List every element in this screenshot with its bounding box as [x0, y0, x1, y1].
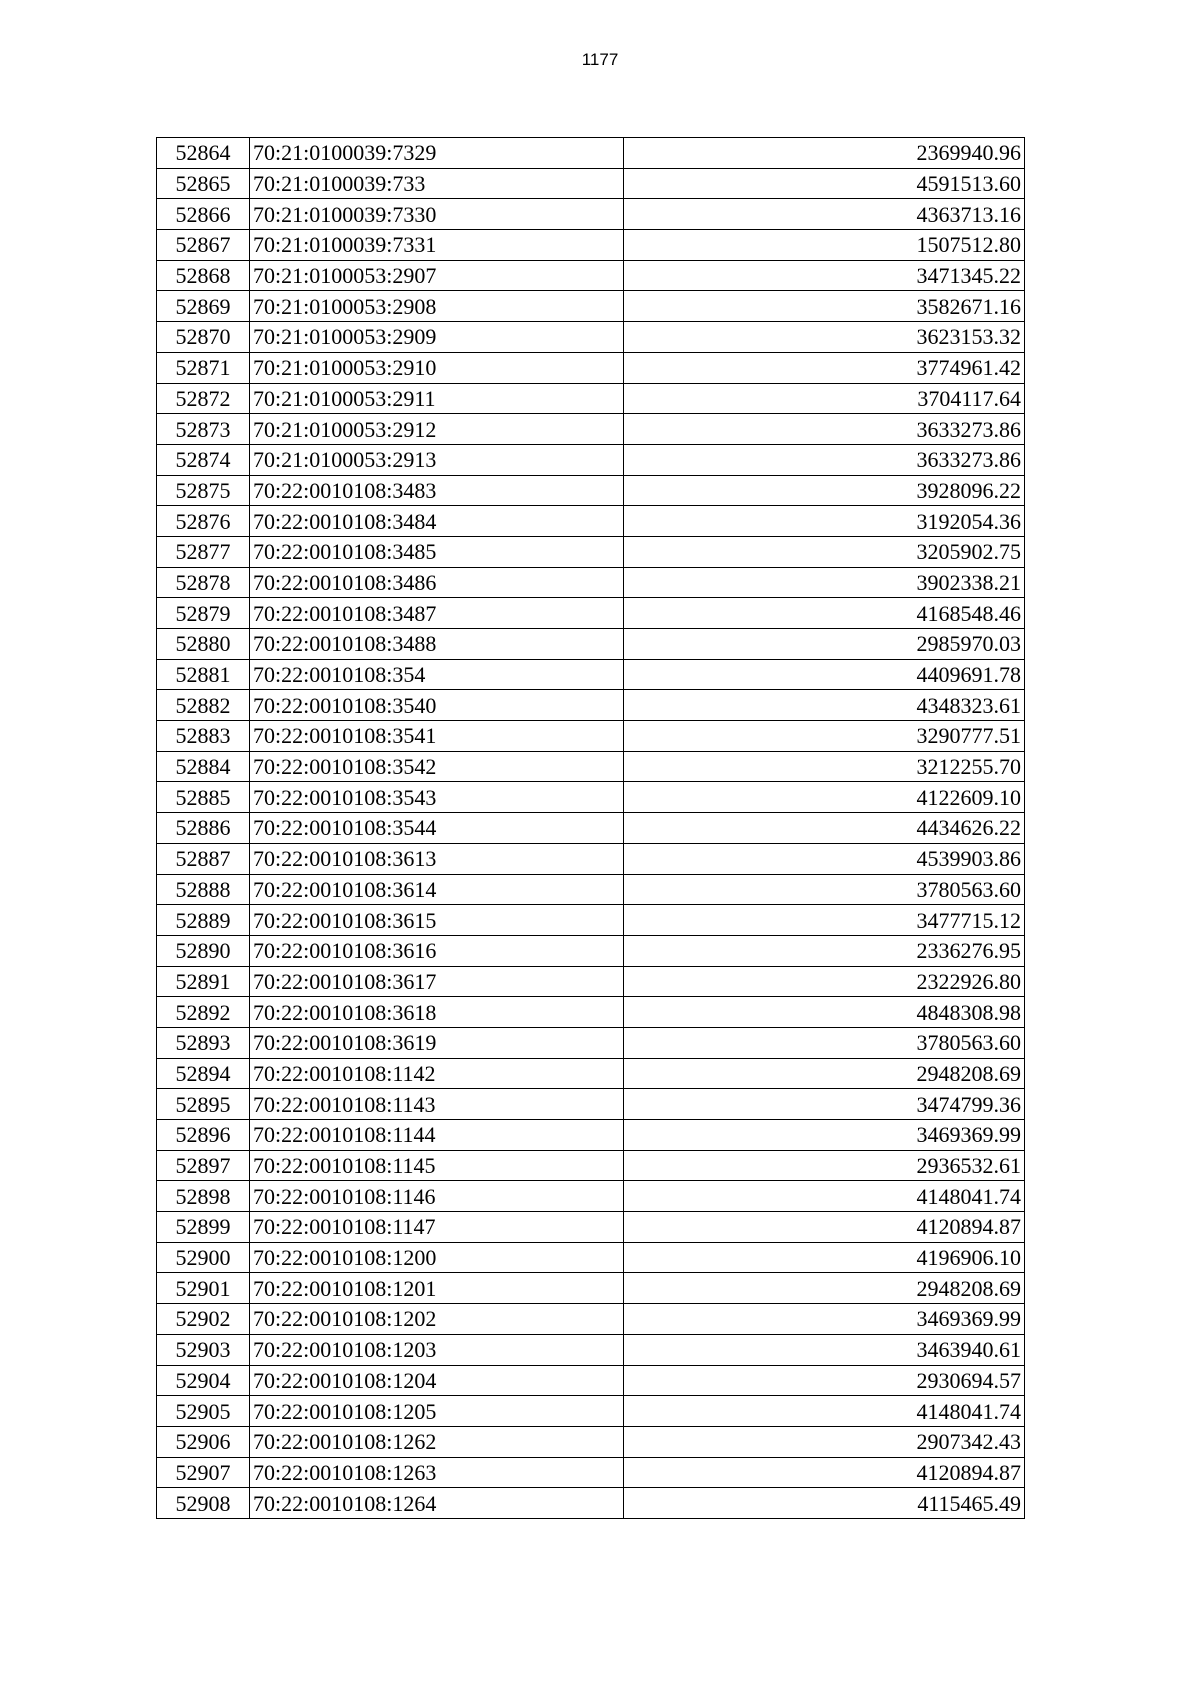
cadastral-value-cell: 4120894.87: [624, 1457, 1025, 1488]
cadastral-number-cell: 70:22:0010108:1200: [250, 1242, 624, 1273]
cadastral-number-cell: 70:22:0010108:3618: [250, 997, 624, 1028]
table-row: [157, 506, 1025, 537]
cadastral-value-cell: 2322926.80: [624, 966, 1025, 997]
row-number-cell: 52893: [157, 1027, 250, 1058]
cadastral-number-cell: 70:22:0010108:1146: [250, 1181, 624, 1212]
table-row: [157, 935, 1025, 966]
row-number-cell: 52864: [157, 138, 250, 169]
row-number-cell: 52897: [157, 1150, 250, 1181]
table-row: [157, 414, 1025, 445]
page-number: 1177: [581, 50, 619, 69]
cadastral-number-cell: 70:22:0010108:1147: [250, 1212, 624, 1243]
cadastral-number-cell: 70:22:0010108:3616: [250, 935, 624, 966]
row-number-cell: 52877: [157, 536, 250, 567]
cadastral-value-cell: 3704117.64: [624, 383, 1025, 414]
cadastral-number-cell: 70:21:0100053:2912: [250, 414, 624, 445]
cadastral-number-cell: 70:21:0100053:2910: [250, 352, 624, 383]
cadastral-number-cell: 70:22:0010108:3543: [250, 782, 624, 813]
cadastral-value-cell: 3205902.75: [624, 536, 1025, 567]
cadastral-value-cell: 3212255.70: [624, 751, 1025, 782]
table-row: [157, 475, 1025, 506]
table-row: [157, 629, 1025, 660]
table-row: [157, 751, 1025, 782]
cadastral-value-cell: 1507512.80: [624, 230, 1025, 261]
cadastral-value-cell: 4539903.86: [624, 843, 1025, 874]
cadastral-number-cell: 70:21:0100053:2913: [250, 444, 624, 475]
cadastral-number-cell: 70:22:0010108:3613: [250, 843, 624, 874]
cadastral-value-cell: 3774961.42: [624, 352, 1025, 383]
row-number-cell: 52878: [157, 567, 250, 598]
table-row: [157, 138, 1025, 169]
row-number-cell: 52882: [157, 690, 250, 721]
row-number-cell: 52880: [157, 629, 250, 660]
table-row: [157, 782, 1025, 813]
cadastral-value-cell: 3780563.60: [624, 1027, 1025, 1058]
cadastral-number-cell: 70:22:0010108:3540: [250, 690, 624, 721]
table-row: [157, 444, 1025, 475]
table-body: [157, 138, 1025, 1519]
cadastral-number-cell: 70:21:0100039:7329: [250, 138, 624, 169]
row-number-cell: 52872: [157, 383, 250, 414]
cadastral-number-cell: 70:22:0010108:1263: [250, 1457, 624, 1488]
cadastral-value-cell: 3928096.22: [624, 475, 1025, 506]
row-number-cell: 52891: [157, 966, 250, 997]
cadastral-value-cell: 3477715.12: [624, 905, 1025, 936]
row-number-cell: 52903: [157, 1334, 250, 1365]
cadastral-value-cell: 3469369.99: [624, 1304, 1025, 1335]
row-number-cell: 52871: [157, 352, 250, 383]
row-number-cell: 52889: [157, 905, 250, 936]
cadastral-number-cell: 70:22:0010108:3488: [250, 629, 624, 660]
row-number-cell: 52870: [157, 322, 250, 353]
cadastral-value-cell: 3471345.22: [624, 260, 1025, 291]
table-row: [157, 352, 1025, 383]
row-number-cell: 52887: [157, 843, 250, 874]
cadastral-number-cell: 70:22:0010108:3614: [250, 874, 624, 905]
table-row: [157, 322, 1025, 353]
cadastral-number-cell: 70:22:0010108:1201: [250, 1273, 624, 1304]
cadastral-number-cell: 70:21:0100053:2911: [250, 383, 624, 414]
row-number-cell: 52885: [157, 782, 250, 813]
row-number-cell: 52898: [157, 1181, 250, 1212]
cadastral-value-cell: 2985970.03: [624, 629, 1025, 660]
table-row: [157, 1334, 1025, 1365]
table-row: [157, 1365, 1025, 1396]
table-row: [157, 1488, 1025, 1519]
table-row: [157, 260, 1025, 291]
row-number-cell: 52908: [157, 1488, 250, 1519]
cadastral-number-cell: 70:22:0010108:3541: [250, 721, 624, 752]
table-row: [157, 721, 1025, 752]
cadastral-number-cell: 70:22:0010108:1203: [250, 1334, 624, 1365]
cadastral-number-cell: 70:22:0010108:3485: [250, 536, 624, 567]
table-row: [157, 997, 1025, 1028]
cadastral-number-cell: 70:22:0010108:3544: [250, 813, 624, 844]
table-row: [157, 966, 1025, 997]
cadastral-value-cell: 4848308.98: [624, 997, 1025, 1028]
cadastral-value-cell: 4148041.74: [624, 1396, 1025, 1427]
row-number-cell: 52895: [157, 1089, 250, 1120]
row-number-cell: 52894: [157, 1058, 250, 1089]
cadastral-number-cell: 70:22:0010108:3619: [250, 1027, 624, 1058]
table-row: [157, 199, 1025, 230]
cadastral-number-cell: 70:22:0010108:1204: [250, 1365, 624, 1396]
cadastral-value-cell: 4434626.22: [624, 813, 1025, 844]
cadastral-number-cell: 70:21:0100053:2908: [250, 291, 624, 322]
cadastral-value-cell: 4591513.60: [624, 168, 1025, 199]
table-row: [157, 536, 1025, 567]
table-row: [157, 598, 1025, 629]
table-row: [157, 1150, 1025, 1181]
table-row: [157, 1304, 1025, 1335]
table-row: [157, 690, 1025, 721]
cadastral-number-cell: 70:22:0010108:1143: [250, 1089, 624, 1120]
cadastral-number-cell: 70:21:0100039:733: [250, 168, 624, 199]
row-number-cell: 52906: [157, 1426, 250, 1457]
cadastral-value-cell: 3582671.16: [624, 291, 1025, 322]
cadastral-value-cell: 2936532.61: [624, 1150, 1025, 1181]
row-number-cell: 52876: [157, 506, 250, 537]
row-number-cell: 52900: [157, 1242, 250, 1273]
cadastral-value-cell: 2336276.95: [624, 935, 1025, 966]
row-number-cell: 52890: [157, 935, 250, 966]
table-row: [157, 905, 1025, 936]
row-number-cell: 52874: [157, 444, 250, 475]
cadastral-number-cell: 70:21:0100039:7331: [250, 230, 624, 261]
table-row: [157, 1027, 1025, 1058]
row-number-cell: 52881: [157, 659, 250, 690]
row-number-cell: 52879: [157, 598, 250, 629]
cadastral-number-cell: 70:21:0100053:2907: [250, 260, 624, 291]
cadastral-value-cell: 2948208.69: [624, 1058, 1025, 1089]
table-row: [157, 230, 1025, 261]
table-row: [157, 1089, 1025, 1120]
row-number-cell: 52901: [157, 1273, 250, 1304]
row-number-cell: 52867: [157, 230, 250, 261]
cadastral-value-cell: 4115465.49: [624, 1488, 1025, 1519]
row-number-cell: 52905: [157, 1396, 250, 1427]
cadastral-value-cell: 3474799.36: [624, 1089, 1025, 1120]
cadastral-value-cell: 2948208.69: [624, 1273, 1025, 1304]
cadastral-value-cell: 4196906.10: [624, 1242, 1025, 1273]
row-number-cell: 52892: [157, 997, 250, 1028]
row-number-cell: 52866: [157, 199, 250, 230]
cadastral-value-cell: 4168548.46: [624, 598, 1025, 629]
cadastral-number-cell: 70:22:0010108:3617: [250, 966, 624, 997]
table-row: [157, 1058, 1025, 1089]
cadastral-number-cell: 70:22:0010108:3486: [250, 567, 624, 598]
table-row: [157, 1396, 1025, 1427]
table-row: [157, 567, 1025, 598]
row-number-cell: 52904: [157, 1365, 250, 1396]
cadastral-value-cell: 3469369.99: [624, 1120, 1025, 1151]
table-row: [157, 1457, 1025, 1488]
cadastral-value-cell: 3623153.32: [624, 322, 1025, 353]
row-number-cell: 52899: [157, 1212, 250, 1243]
cadastral-value-cell: 3902338.21: [624, 567, 1025, 598]
row-number-cell: 52907: [157, 1457, 250, 1488]
cadastral-value-cell: 2907342.43: [624, 1426, 1025, 1457]
cadastral-value-cell: 3192054.36: [624, 506, 1025, 537]
table-row: [157, 813, 1025, 844]
cadastral-value-cell: 4120894.87: [624, 1212, 1025, 1243]
row-number-cell: 52865: [157, 168, 250, 199]
cadastral-number-cell: 70:22:0010108:3484: [250, 506, 624, 537]
table-row: [157, 291, 1025, 322]
table-row: [157, 1181, 1025, 1212]
row-number-cell: 52869: [157, 291, 250, 322]
cadastral-number-cell: 70:22:0010108:1205: [250, 1396, 624, 1427]
cadastral-number-cell: 70:22:0010108:3483: [250, 475, 624, 506]
row-number-cell: 52875: [157, 475, 250, 506]
cadastral-number-cell: 70:22:0010108:354: [250, 659, 624, 690]
row-number-cell: 52896: [157, 1120, 250, 1151]
cadastral-value-cell: 4409691.78: [624, 659, 1025, 690]
cadastral-number-cell: 70:22:0010108:1262: [250, 1426, 624, 1457]
table-row: [157, 874, 1025, 905]
cadastral-value-cell: 3463940.61: [624, 1334, 1025, 1365]
cadastral-value-cell: 4363713.16: [624, 199, 1025, 230]
row-number-cell: 52888: [157, 874, 250, 905]
table-row: [157, 1242, 1025, 1273]
table-row: [157, 1426, 1025, 1457]
cadastral-value-cell: 2369940.96: [624, 138, 1025, 169]
row-number-cell: 52868: [157, 260, 250, 291]
cadastral-value-cell: 3290777.51: [624, 721, 1025, 752]
cadastral-number-cell: 70:22:0010108:1202: [250, 1304, 624, 1335]
table-row: [157, 659, 1025, 690]
table-row: [157, 1273, 1025, 1304]
row-number-cell: 52902: [157, 1304, 250, 1335]
cadastral-number-cell: 70:22:0010108:1144: [250, 1120, 624, 1151]
table-row: [157, 843, 1025, 874]
cadastral-value-cell: 3633273.86: [624, 414, 1025, 445]
cadastral-number-cell: 70:22:0010108:3542: [250, 751, 624, 782]
cadastral-value-cell: 4348323.61: [624, 690, 1025, 721]
cadastral-number-cell: 70:22:0010108:1145: [250, 1150, 624, 1181]
table-row: [157, 1212, 1025, 1243]
cadastral-value-table: [156, 137, 1025, 1519]
cadastral-number-cell: 70:22:0010108:3487: [250, 598, 624, 629]
cadastral-number-cell: 70:22:0010108:1264: [250, 1488, 624, 1519]
row-number-cell: 52883: [157, 721, 250, 752]
table-row: [157, 168, 1025, 199]
cadastral-number-cell: 70:21:0100053:2909: [250, 322, 624, 353]
cadastral-value-cell: 2930694.57: [624, 1365, 1025, 1396]
cadastral-value-cell: 3780563.60: [624, 874, 1025, 905]
row-number-cell: 52873: [157, 414, 250, 445]
cadastral-value-cell: 3633273.86: [624, 444, 1025, 475]
cadastral-value-cell: 4148041.74: [624, 1181, 1025, 1212]
table-row: [157, 1120, 1025, 1151]
cadastral-number-cell: 70:22:0010108:3615: [250, 905, 624, 936]
cadastral-number-cell: 70:22:0010108:1142: [250, 1058, 624, 1089]
table-row: [157, 383, 1025, 414]
row-number-cell: 52884: [157, 751, 250, 782]
cadastral-value-cell: 4122609.10: [624, 782, 1025, 813]
row-number-cell: 52886: [157, 813, 250, 844]
cadastral-number-cell: 70:21:0100039:7330: [250, 199, 624, 230]
